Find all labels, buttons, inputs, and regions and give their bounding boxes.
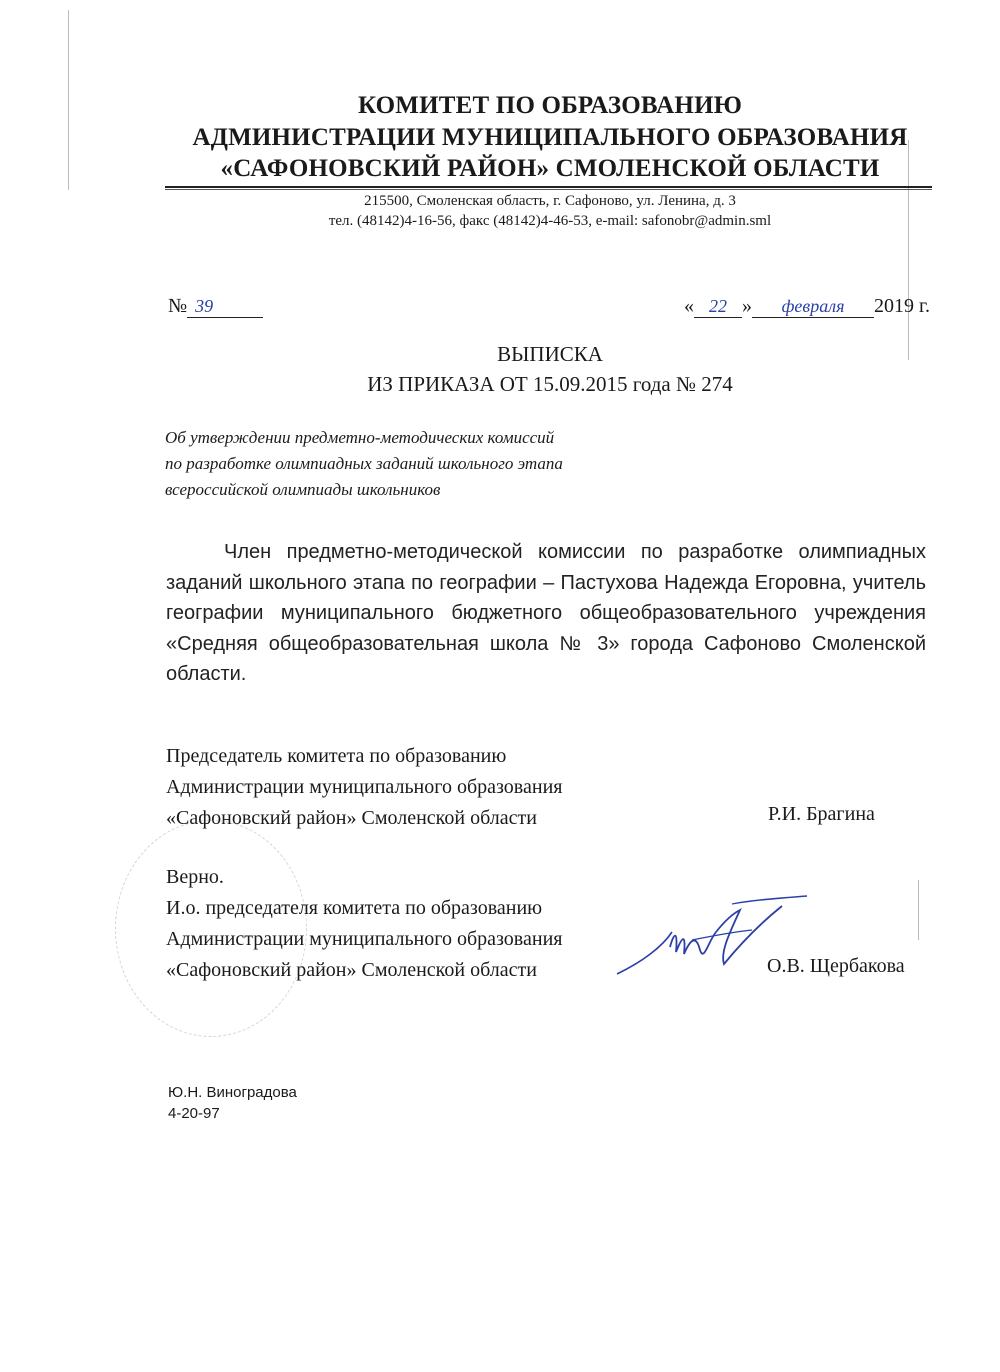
date-open-quote: «: [684, 295, 695, 317]
signature-block-chair: [166, 741, 562, 834]
executor-name: Ю.Н. Виноградова: [168, 1084, 297, 1101]
handwritten-day: 22: [694, 296, 742, 318]
org-name-line-3: «САФОНОВСКИЙ РАЙОН» СМОЛЕНСКОЙ ОБЛАСТИ: [220, 155, 880, 182]
org-name-line-2: АДМИНИСТРАЦИИ МУНИЦИПАЛЬНОГО ОБРАЗОВАНИЯ: [192, 124, 908, 151]
header-rule-thin: [165, 189, 932, 190]
org-name-line-1: КОМИТЕТ ПО ОБРАЗОВАНИЮ: [357, 92, 743, 119]
number-label: №: [168, 295, 188, 317]
registration-date: [684, 295, 930, 318]
registration-number: [168, 295, 263, 318]
handwritten-signature: [612, 892, 812, 982]
signature2-line-2: Администрации муниципального образования: [166, 928, 563, 950]
signature-block-acting-chair: [166, 862, 562, 986]
subject-line-3: всероссийской олимпиады школьников: [165, 480, 441, 499]
subject-line-2: по разработке олимпиадных заданий школьного этапа: [165, 454, 563, 473]
executor-info: [168, 1082, 297, 1124]
document-subtitle: ИЗ ПРИКАЗА ОТ 15.09.2015 года № 274: [367, 372, 733, 396]
date-year: 2019 г.: [874, 295, 930, 317]
executor-phone: 4-20-97: [168, 1105, 220, 1122]
scan-artifact: [918, 880, 919, 940]
signature2-line-1: И.о. председателя комитета по образованию: [166, 897, 543, 919]
signature1-line-2: Администрации муниципального образования: [166, 776, 563, 798]
handwritten-month: февраля: [752, 296, 874, 318]
document-subject: [165, 425, 563, 503]
signature2-line-0: Верно.: [166, 866, 224, 888]
signature2-line-3: «Сафоновский район» Смоленской области: [166, 959, 537, 981]
org-contacts: тел. (48142)4-16-56, факс (48142)4-46-53, e-mail: safonobr@admin.sml: [328, 213, 772, 229]
date-close-quote: »: [742, 295, 753, 317]
signature2-name: О.В. Щербакова: [767, 955, 905, 977]
header-rule: [165, 186, 932, 188]
handwritten-number: 39: [187, 296, 263, 318]
document-title: ВЫПИСКА: [497, 342, 603, 366]
signature1-line-3: «Сафоновский район» Смоленской области: [166, 807, 537, 829]
signature1-name: Р.И. Брагина: [768, 803, 875, 825]
signature1-line-1: Председатель комитета по образованию: [166, 745, 507, 767]
org-address: 215500, Смоленская область, г. Сафоново, ул. Ленина, д. 3: [364, 193, 736, 209]
subject-line-1: Об утверждении предметно-методических комиссий: [165, 428, 555, 447]
body-paragraph: Член предметно-методической комиссии по разработке олимпиадных заданий школьного этапа по географии – Пастухова Надежда Егоровна, учитель географии муниципального бюджетного общеобразовательного учреждения «Средняя общеобразовательная школа № 3» города Сафоново Смоленской области.: [166, 541, 926, 685]
